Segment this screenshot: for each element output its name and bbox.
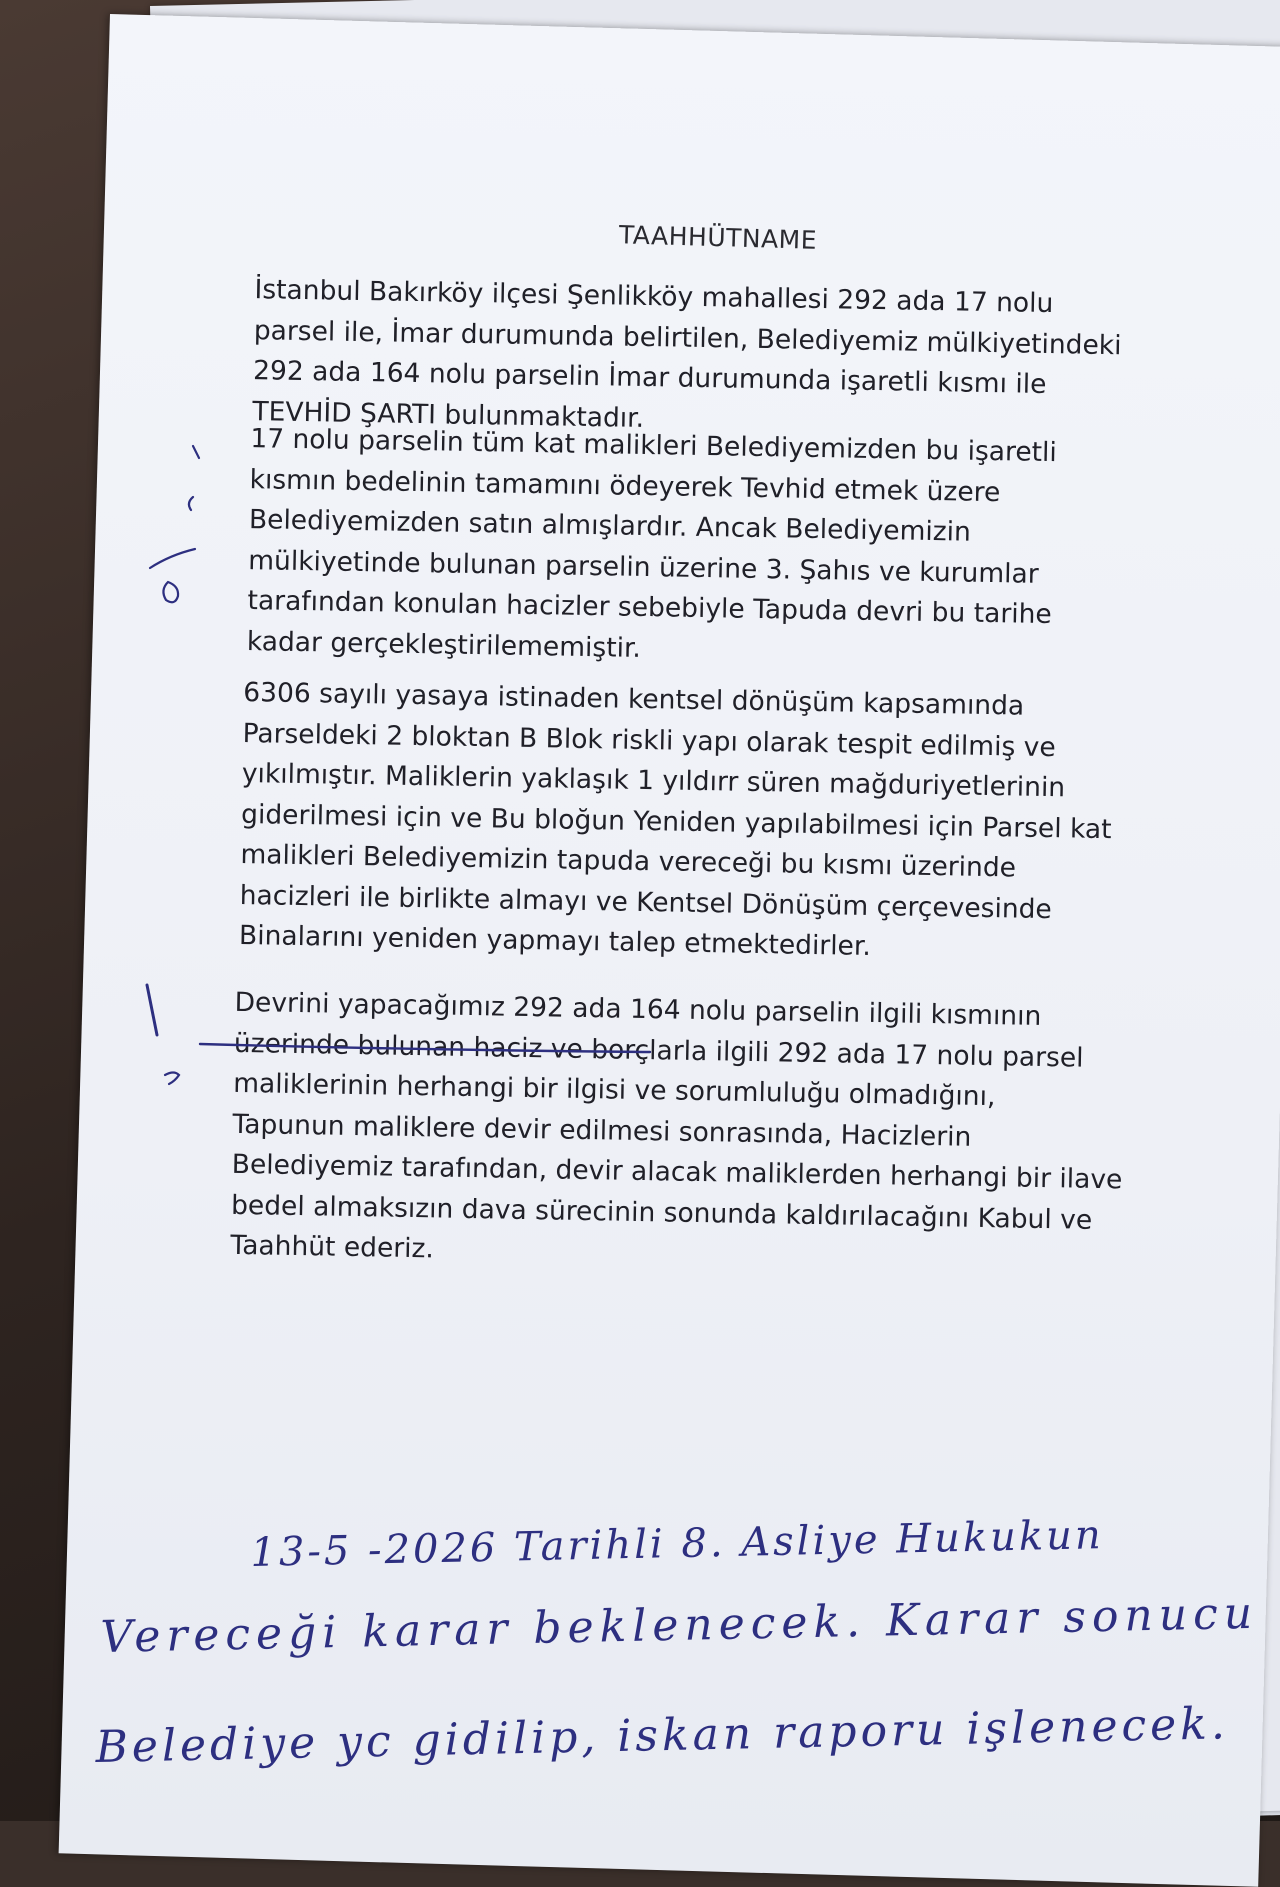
document-title: TAAHHÜTNAME: [618, 220, 818, 255]
paragraph-2: [247, 419, 1211, 679]
text-line: hacizleri ile birlikte almayı ve Kentsel Dönüşüm çerçevesinde: [239, 879, 1053, 925]
text-line: giderilmesi için ve Bu bloğun Yeniden yapılabilmesi için Parsel kat: [240, 798, 1112, 845]
text-line: TEVHİD ŞARTI bulunmaktadır.: [252, 395, 645, 434]
text-line: malikleri Belediyemizin tapuda vereceği bu kısmı üzerinde: [240, 838, 1017, 884]
text-line: Taahhüt ederiz.: [230, 1229, 435, 1265]
text-line: Parseldeki 2 bloktan B Blok riskli yapı olarak tespit edilmiş ve: [242, 717, 1056, 763]
text-line: kısmın bedelinin tamamını ödeyerek Tevhid etmek üzere: [249, 463, 1001, 508]
text-line: Devrini yapacağımız 292 ada 164 nolu parselin ilgili kısmının: [234, 986, 1042, 1032]
text-line: Belediyemiz tarafından, devir alacak maliklerden herhangi bir ilave: [231, 1148, 1123, 1196]
text-line: Binalarını yeniden yapmayı talep etmektedirler.: [238, 919, 872, 962]
handwritten-note-line-1: 13-5 -2026 Tarihli 8. Asliye Hukukun: [250, 1512, 1105, 1576]
handwritten-note-line-3: Belediye yc gidilip, iskan raporu işlenecek.: [95, 1698, 1230, 1773]
paragraph-4: [230, 983, 1195, 1283]
text-line: tarafından konulan hacizler sebebiyle Tapuda devri bu tarihe: [247, 585, 1052, 631]
text-line: kadar gerçekleştirilememiştir.: [246, 625, 642, 664]
text-line: yıkılmıştır. Maliklerin yaklaşık 1 yıldırr süren mağduriyetlerinin: [241, 757, 1066, 804]
text-line: 292 ada 164 nolu parselin İmar durumunda işaretli kısmı ile: [252, 355, 1047, 400]
text-line: 17 nolu parselin tüm kat malikleri Belediyemizden bu işaretli: [250, 423, 1058, 469]
text-line: mülkiyetinde bulunan parselin üzerine 3. Şahıs ve kurumlar: [248, 544, 1039, 590]
text-line: bedel almaksızın dava sürecinin sonunda kaldırılacağını Kabul ve: [230, 1189, 1093, 1236]
handwritten-note-line-2: Vereceği karar beklenecek. Karar sonucu: [100, 1587, 1259, 1663]
text-line: üzerinde bulunan haciz ve borçlarla ilgili 292 ada 17 nolu parsel: [233, 1027, 1084, 1074]
text-line: maliklerinin herhangi bir ilgisi ve sorumluluğu olmadığını,: [232, 1067, 996, 1113]
text-line: Belediyemizden satın almışlardır. Ancak Belediyemizin: [248, 504, 972, 548]
text-line: Tapunun maliklere devir edilmesi sonrasında, Hacizlerin: [232, 1108, 972, 1153]
text-line: 6306 sayılı yasaya istinaden kentsel dönüşüm kapsamında: [243, 676, 1025, 722]
paragraph-3: [239, 673, 1204, 973]
text-line: parsel ile, İmar durumunda belirtilen, Belediyemiz mülkiyetindeki: [253, 314, 1122, 361]
text-line: İstanbul Bakırköy ilçesi Şenlikköy mahallesi 292 ada 17 nolu: [254, 274, 1054, 320]
